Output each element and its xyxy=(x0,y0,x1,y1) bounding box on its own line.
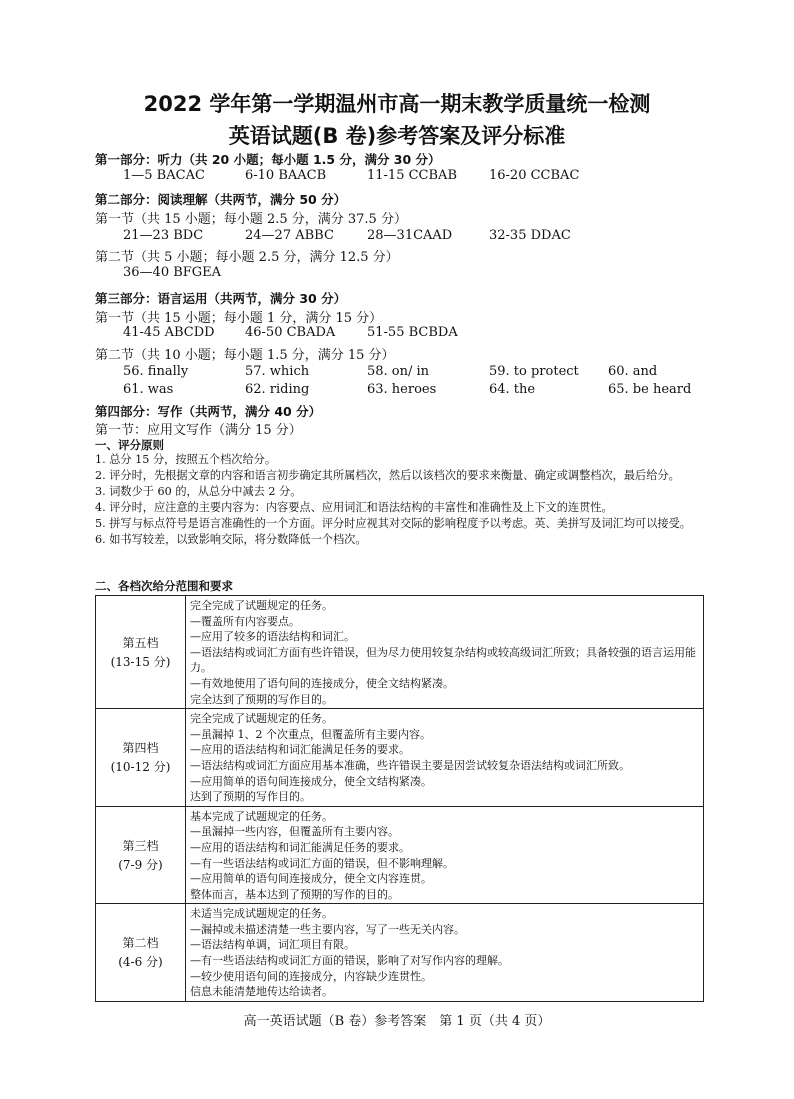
principle-item: 4. 评分时，应注意的主要内容为：内容要点、应用词汇和语法结构的丰富性和准确性及上下文的连贯性。 xyxy=(95,501,613,514)
cloze-answer: 56. finally xyxy=(123,364,189,379)
part1-heading: 第一部分：听力（共 20 小题；每小题 1.5 分，满分 30 分） xyxy=(95,152,441,167)
part3-section1: 第一节（共 15 小题；每小题 1 分，满分 15 分） xyxy=(95,311,383,326)
cloze-answer: 57. which xyxy=(245,364,310,379)
principles-list xyxy=(95,452,705,548)
principles-heading: 一、评分原则 xyxy=(95,438,164,452)
level-line: —较少使用语句间的连接成分，内容缺少连贯性。 xyxy=(190,969,432,983)
part2-heading: 第二部分：阅读理解（共两节，满分 50 分） xyxy=(95,192,347,207)
level-description xyxy=(186,904,704,1002)
table-row xyxy=(96,709,704,807)
table-row xyxy=(96,596,704,709)
cloze-answer: 63. heroes xyxy=(367,382,437,397)
part4-heading: 第四部分：写作（共两节，满分 40 分） xyxy=(95,404,322,419)
level-range: (13-15 分) xyxy=(110,654,171,669)
grading-levels-table xyxy=(95,595,704,1002)
answer-group: 24—27 ABBC xyxy=(245,228,334,243)
level-line: 完全达到了预期的写作目的。 xyxy=(190,692,333,706)
level-line: —语法结构或词汇方面应用基本准确，些许错误主要是因尝试较复杂语法结构或词汇所致。 xyxy=(190,758,630,772)
level-line: —语法结构单调，词汇项目有限。 xyxy=(190,938,355,952)
principle-item: 3. 词数少于 60 的，从总分中减去 2 分。 xyxy=(95,485,302,498)
answer-group: 1—5 BACAC xyxy=(123,168,205,183)
cloze-answer: 60. and xyxy=(608,364,658,379)
level-range: (10-12 分) xyxy=(110,759,171,774)
level-line: —语法结构或词汇方面有些许错误，但为尽力使用较复杂结构或较高级词汇所致；具备较强的语言运用能力。 xyxy=(190,645,696,675)
cloze-answer: 59. to protect xyxy=(489,364,579,379)
principle-item: 6. 如书写较差，以致影响交际，将分数降低一个档次。 xyxy=(95,533,367,546)
level-line: —有效地使用了语句间的连接成分，使全文结构紧凑。 xyxy=(190,676,454,690)
table-row xyxy=(96,904,704,1002)
part2-section2: 第二节（共 5 小题；每小题 2.5 分，满分 12.5 分） xyxy=(95,250,399,265)
level-line: 未适当完成试题规定的任务。 xyxy=(190,907,333,921)
answer-group: 16-20 CCBAC xyxy=(489,168,580,183)
level-line: 完全完成了试题规定的任务。 xyxy=(190,712,333,726)
level-cell xyxy=(96,596,186,709)
level-description xyxy=(186,596,704,709)
page-footer: 高一英语试题（B 卷）参考答案 第 1 页（共 4 页） xyxy=(243,1014,551,1029)
level-cell xyxy=(96,904,186,1002)
part3-heading: 第三部分：语言运用（共两节，满分 30 分） xyxy=(95,291,347,306)
level-line: —虽漏掉一些内容，但覆盖所有主要内容。 xyxy=(190,825,399,839)
level-line: 信息未能清楚地传达给读者。 xyxy=(190,985,333,999)
page-subtitle: 英语试题(B 卷)参考答案及评分标准 xyxy=(228,124,566,148)
level-line: 完全完成了试题规定的任务。 xyxy=(190,599,333,612)
part2-section1: 第一节（共 15 小题；每小题 2.5 分，满分 37.5 分） xyxy=(95,212,407,227)
level-line: 达到了预期的写作目的。 xyxy=(190,790,311,804)
answer-group: 32-35 DDAC xyxy=(489,228,571,243)
cloze-answer: 61. was xyxy=(123,382,174,397)
level-line: —漏掉或未描述清楚一些主要内容，写了一些无关内容。 xyxy=(190,922,465,936)
level-name: 第五档 xyxy=(122,635,159,650)
answer-group: 21—23 BDC xyxy=(123,228,204,243)
cloze-answer: 62. riding xyxy=(245,382,310,397)
answer-group: 46-50 CBADA xyxy=(245,325,336,340)
answer-group: 41-45 ABCDD xyxy=(123,325,215,340)
principle-item: 1. 总分 15 分，按照五个档次给分。 xyxy=(95,453,277,466)
level-line: 基本完成了试题规定的任务。 xyxy=(190,809,333,823)
part3-section2: 第二节（共 10 小题；每小题 1.5 分，满分 15 分） xyxy=(95,348,395,363)
level-line: —覆盖所有内容要点。 xyxy=(190,614,300,628)
level-line: —应用简单的语句间连接成分，使全文内容连贯。 xyxy=(190,872,432,886)
answer-group: 51-55 BCBDA xyxy=(367,325,458,340)
table-row xyxy=(96,806,704,904)
levels-heading: 二、各档次给分范围和要求 xyxy=(95,579,233,593)
part4-section1: 第一节：应用文写作（满分 15 分） xyxy=(95,423,302,438)
principle-item: 2. 评分时，先根据文章的内容和语言初步确定其所属档次，然后以该档次的要求来衡量、确定或调整档次，最后给分。 xyxy=(95,469,680,482)
level-cell xyxy=(96,709,186,807)
level-line: —应用简单的语句间连接成分，使全文结构紧凑。 xyxy=(190,774,432,788)
answer-group: 11-15 CCBAB xyxy=(367,168,457,183)
answer-group: 6-10 BAACB xyxy=(245,168,327,183)
principle-item: 5. 拼写与标点符号是语言准确性的一个方面。评分时应视其对交际的影响程度予以考虑。英、美拼写及词汇均可以接受。 xyxy=(95,517,691,530)
level-line: —有一些语法结构或词汇方面的错误，影响了对写作内容的理解。 xyxy=(190,954,509,968)
page-title: 2022 学年第一学期温州市高一期末教学质量统一检测 xyxy=(143,92,651,116)
level-description xyxy=(186,806,704,904)
level-description xyxy=(186,709,704,807)
level-line: —应用的语法结构和词汇能满足任务的要求。 xyxy=(190,840,410,854)
cloze-answer: 58. on/ in xyxy=(367,364,430,379)
level-range: (7-9 分) xyxy=(118,857,163,872)
answer-group: 36—40 BFGEA xyxy=(123,265,222,280)
cloze-answer: 65. be heard xyxy=(608,382,692,397)
level-cell xyxy=(96,806,186,904)
level-name: 第四档 xyxy=(122,740,159,755)
level-range: (4-6 分) xyxy=(118,955,163,970)
level-name: 第三档 xyxy=(122,838,159,853)
cloze-answer: 64. the xyxy=(489,382,536,397)
level-name: 第二档 xyxy=(122,936,159,951)
answer-group: 28—31CAAD xyxy=(367,228,453,243)
level-line: 整体而言，基本达到了预期的写作的目的。 xyxy=(190,887,399,901)
level-line: —应用了较多的语法结构和词汇。 xyxy=(190,630,355,644)
level-line: —应用的语法结构和词汇能满足任务的要求。 xyxy=(190,743,410,757)
level-line: —虽漏掉 1、2 个次重点，但覆盖所有主要内容。 xyxy=(190,727,431,741)
level-line: —有一些语法结构或词汇方面的错误，但不影响理解。 xyxy=(190,856,454,870)
